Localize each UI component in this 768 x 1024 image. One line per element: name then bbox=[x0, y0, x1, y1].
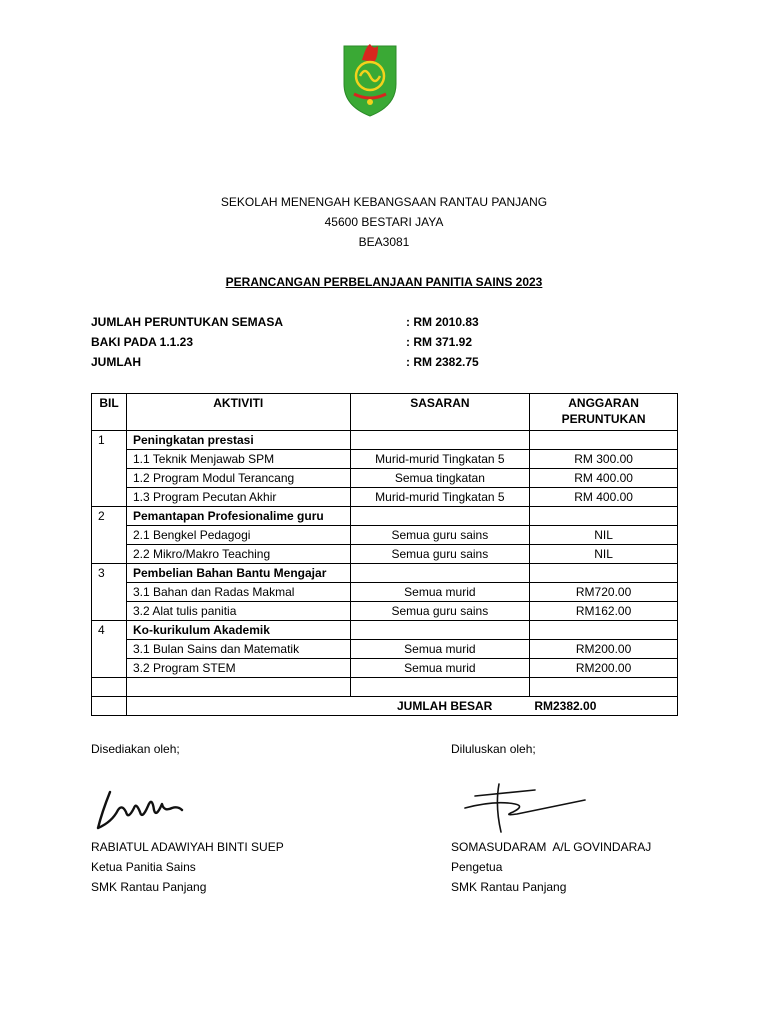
table-row bbox=[92, 640, 678, 659]
finance-value-balance: : RM 371.92 bbox=[406, 335, 473, 349]
group-title: Pembelian Bahan Bantu Mengajar bbox=[126, 564, 350, 583]
group-title: Peningkatan prestasi bbox=[126, 431, 350, 450]
table-group-row bbox=[92, 564, 678, 583]
finance-label-total: JUMLAH bbox=[91, 355, 141, 369]
empty-cell bbox=[350, 564, 530, 583]
school-address: 45600 BESTARI JAYA bbox=[324, 215, 444, 229]
header-aktiviti: AKTIVITI bbox=[126, 394, 350, 431]
prepared-caption: Disediakan oleh; bbox=[91, 742, 180, 756]
empty-cell bbox=[530, 564, 678, 583]
empty-cell bbox=[92, 659, 127, 678]
empty-cell bbox=[92, 526, 127, 545]
row-anggaran: NIL bbox=[530, 526, 678, 545]
approved-name: SOMASUDARAM A/L GOVINDARAJ bbox=[451, 840, 652, 854]
table-row bbox=[92, 583, 678, 602]
row-aktiviti: 3.1 Bahan dan Radas Makmal bbox=[126, 583, 350, 602]
row-anggaran: NIL bbox=[530, 545, 678, 564]
table-group-row bbox=[92, 507, 678, 526]
row-sasaran: Semua murid bbox=[350, 583, 530, 602]
prepared-org: SMK Rantau Panjang bbox=[91, 880, 207, 894]
budget-table bbox=[91, 393, 678, 716]
total-label: JUMLAH BESAR bbox=[396, 699, 493, 713]
empty-cell bbox=[92, 488, 127, 507]
group-bil: 4 bbox=[92, 621, 127, 640]
empty-cell bbox=[92, 697, 127, 716]
header-sasaran: SASARAN bbox=[350, 394, 530, 431]
approved-signature-image bbox=[455, 776, 595, 836]
group-title: Pemantapan Profesionalime guru bbox=[126, 507, 350, 526]
table-row bbox=[92, 488, 678, 507]
row-anggaran: RM 400.00 bbox=[530, 469, 678, 488]
table-total-row bbox=[92, 697, 678, 716]
prepared-position: Ketua Panitia Sains bbox=[91, 860, 196, 874]
school-name: SEKOLAH MENENGAH KEBANGSAAN RANTAU PANJANG bbox=[220, 195, 548, 209]
total-cell bbox=[126, 697, 677, 716]
finance-value-current: : RM 2010.83 bbox=[406, 315, 479, 329]
empty-cell bbox=[350, 431, 530, 450]
empty-cell bbox=[350, 621, 530, 640]
row-sasaran: Murid-murid Tingkatan 5 bbox=[350, 488, 530, 507]
header-anggaran: ANGGARAN PERUNTUKAN bbox=[530, 394, 678, 431]
prepared-name: RABIATUL ADAWIYAH BINTI SUEP bbox=[91, 840, 284, 854]
approved-position: Pengetua bbox=[451, 860, 503, 874]
row-aktiviti: 3.1 Bulan Sains dan Matematik bbox=[126, 640, 350, 659]
finance-label-balance: BAKI PADA 1.1.23 bbox=[91, 335, 194, 349]
row-aktiviti: 1.3 Program Pecutan Akhir bbox=[126, 488, 350, 507]
school-crest-logo bbox=[340, 40, 400, 118]
group-bil: 3 bbox=[92, 564, 127, 583]
empty-cell bbox=[530, 678, 678, 697]
header-bil: BIL bbox=[92, 394, 127, 431]
table-empty-row bbox=[92, 678, 678, 697]
approved-caption: Diluluskan oleh; bbox=[451, 742, 536, 756]
empty-cell bbox=[92, 640, 127, 659]
row-anggaran: RM 300.00 bbox=[530, 450, 678, 469]
row-anggaran: RM 400.00 bbox=[530, 488, 678, 507]
approved-org: SMK Rantau Panjang bbox=[451, 880, 567, 894]
table-group-row bbox=[92, 621, 678, 640]
prepared-signature-image bbox=[92, 782, 192, 832]
row-sasaran: Semua murid bbox=[350, 659, 530, 678]
row-sasaran: Semua tingkatan bbox=[350, 469, 530, 488]
row-aktiviti: 3.2 Alat tulis panitia bbox=[126, 602, 350, 621]
table-row bbox=[92, 469, 678, 488]
row-anggaran: RM162.00 bbox=[530, 602, 678, 621]
empty-cell bbox=[530, 431, 678, 450]
row-anggaran: RM720.00 bbox=[530, 583, 678, 602]
row-sasaran: Murid-murid Tingkatan 5 bbox=[350, 450, 530, 469]
empty-cell bbox=[92, 469, 127, 488]
school-code: BEA3081 bbox=[358, 235, 410, 249]
group-bil: 1 bbox=[92, 431, 127, 450]
row-aktiviti: 3.2 Program STEM bbox=[126, 659, 350, 678]
row-sasaran: Semua murid bbox=[350, 640, 530, 659]
table-header-row bbox=[92, 394, 678, 431]
empty-cell bbox=[530, 507, 678, 526]
empty-cell bbox=[92, 583, 127, 602]
row-aktiviti: 1.2 Program Modul Terancang bbox=[126, 469, 350, 488]
empty-cell bbox=[92, 545, 127, 564]
row-anggaran: RM200.00 bbox=[530, 659, 678, 678]
empty-cell bbox=[530, 621, 678, 640]
total-value: RM2382.00 bbox=[534, 699, 597, 713]
row-aktiviti: 1.1 Teknik Menjawab SPM bbox=[126, 450, 350, 469]
row-aktiviti: 2.1 Bengkel Pedagogi bbox=[126, 526, 350, 545]
finance-value-total: : RM 2382.75 bbox=[406, 355, 479, 369]
empty-cell bbox=[92, 602, 127, 621]
finance-label-current: JUMLAH PERUNTUKAN SEMASA bbox=[91, 315, 284, 329]
row-sasaran: Semua guru sains bbox=[350, 545, 530, 564]
group-title: Ko-kurikulum Akademik bbox=[126, 621, 350, 640]
table-row bbox=[92, 450, 678, 469]
table-row bbox=[92, 659, 678, 678]
empty-cell bbox=[350, 678, 530, 697]
empty-cell bbox=[350, 507, 530, 526]
table-group-row bbox=[92, 431, 678, 450]
empty-cell bbox=[92, 450, 127, 469]
table-row bbox=[92, 545, 678, 564]
empty-cell bbox=[126, 678, 350, 697]
empty-cell bbox=[92, 678, 127, 697]
row-sasaran: Semua guru sains bbox=[350, 602, 530, 621]
group-bil: 2 bbox=[92, 507, 127, 526]
document-title: PERANCANGAN PERBELANJAAN PANITIA SAINS 2023 bbox=[225, 275, 543, 289]
table-row bbox=[92, 602, 678, 621]
row-anggaran: RM200.00 bbox=[530, 640, 678, 659]
table-row bbox=[92, 526, 678, 545]
row-aktiviti: 2.2 Mikro/Makro Teaching bbox=[126, 545, 350, 564]
row-sasaran: Semua guru sains bbox=[350, 526, 530, 545]
